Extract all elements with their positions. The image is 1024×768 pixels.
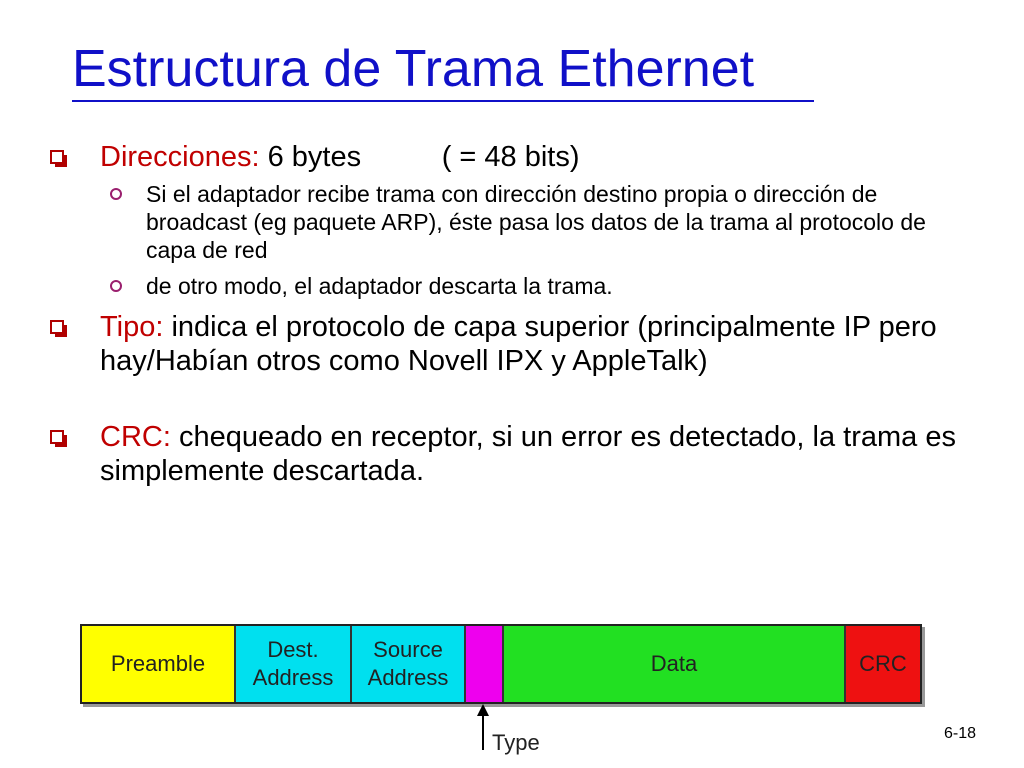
title-underline bbox=[72, 100, 814, 102]
circle-bullet-icon bbox=[110, 280, 122, 292]
bullet-text: 6 bytes ( = 48 bits) bbox=[259, 141, 580, 173]
bullet-text: indica el protocolo de capa superior (principalmente IP pero hay/Habían otros como Novell IPX y AppleTalk) bbox=[100, 311, 937, 377]
bullet-keyword: Tipo: bbox=[100, 311, 164, 343]
bullet-keyword: CRC: bbox=[100, 421, 171, 453]
frame-field-dest-address: Dest. Address bbox=[236, 626, 352, 702]
type-label: Type bbox=[492, 730, 540, 755]
frame-field-source-address: Source Address bbox=[352, 626, 466, 702]
page-number: 6-18 bbox=[944, 725, 977, 742]
bullet-keyword: Direcciones: bbox=[100, 141, 260, 173]
circle-bullet-icon bbox=[110, 188, 122, 200]
up-arrow-icon bbox=[476, 704, 490, 750]
frame-field-data: Data bbox=[504, 626, 846, 702]
square-bullet-icon bbox=[50, 320, 64, 334]
sub-bullet-text: de otro modo, el adaptador descarta la trama. bbox=[146, 273, 613, 299]
frame-field-crc: CRC bbox=[846, 626, 920, 702]
frame-field-type bbox=[466, 626, 504, 702]
square-bullet-icon bbox=[50, 430, 64, 444]
square-bullet-icon bbox=[50, 150, 64, 164]
slide-title: Estructura de Trama Ethernet bbox=[72, 40, 755, 98]
ethernet-frame-diagram bbox=[80, 624, 922, 704]
bullet-text: chequeado en receptor, si un error es detectado, la trama es simplemente descartada. bbox=[100, 421, 956, 487]
sub-bullet-text: Si el adaptador recibe trama con dirección destino propia o dirección de broadcast (eg paquete ARP), éste pasa los datos de la trama al protocolo de capa de red bbox=[146, 181, 926, 263]
frame-field-preamble: Preamble bbox=[82, 626, 236, 702]
